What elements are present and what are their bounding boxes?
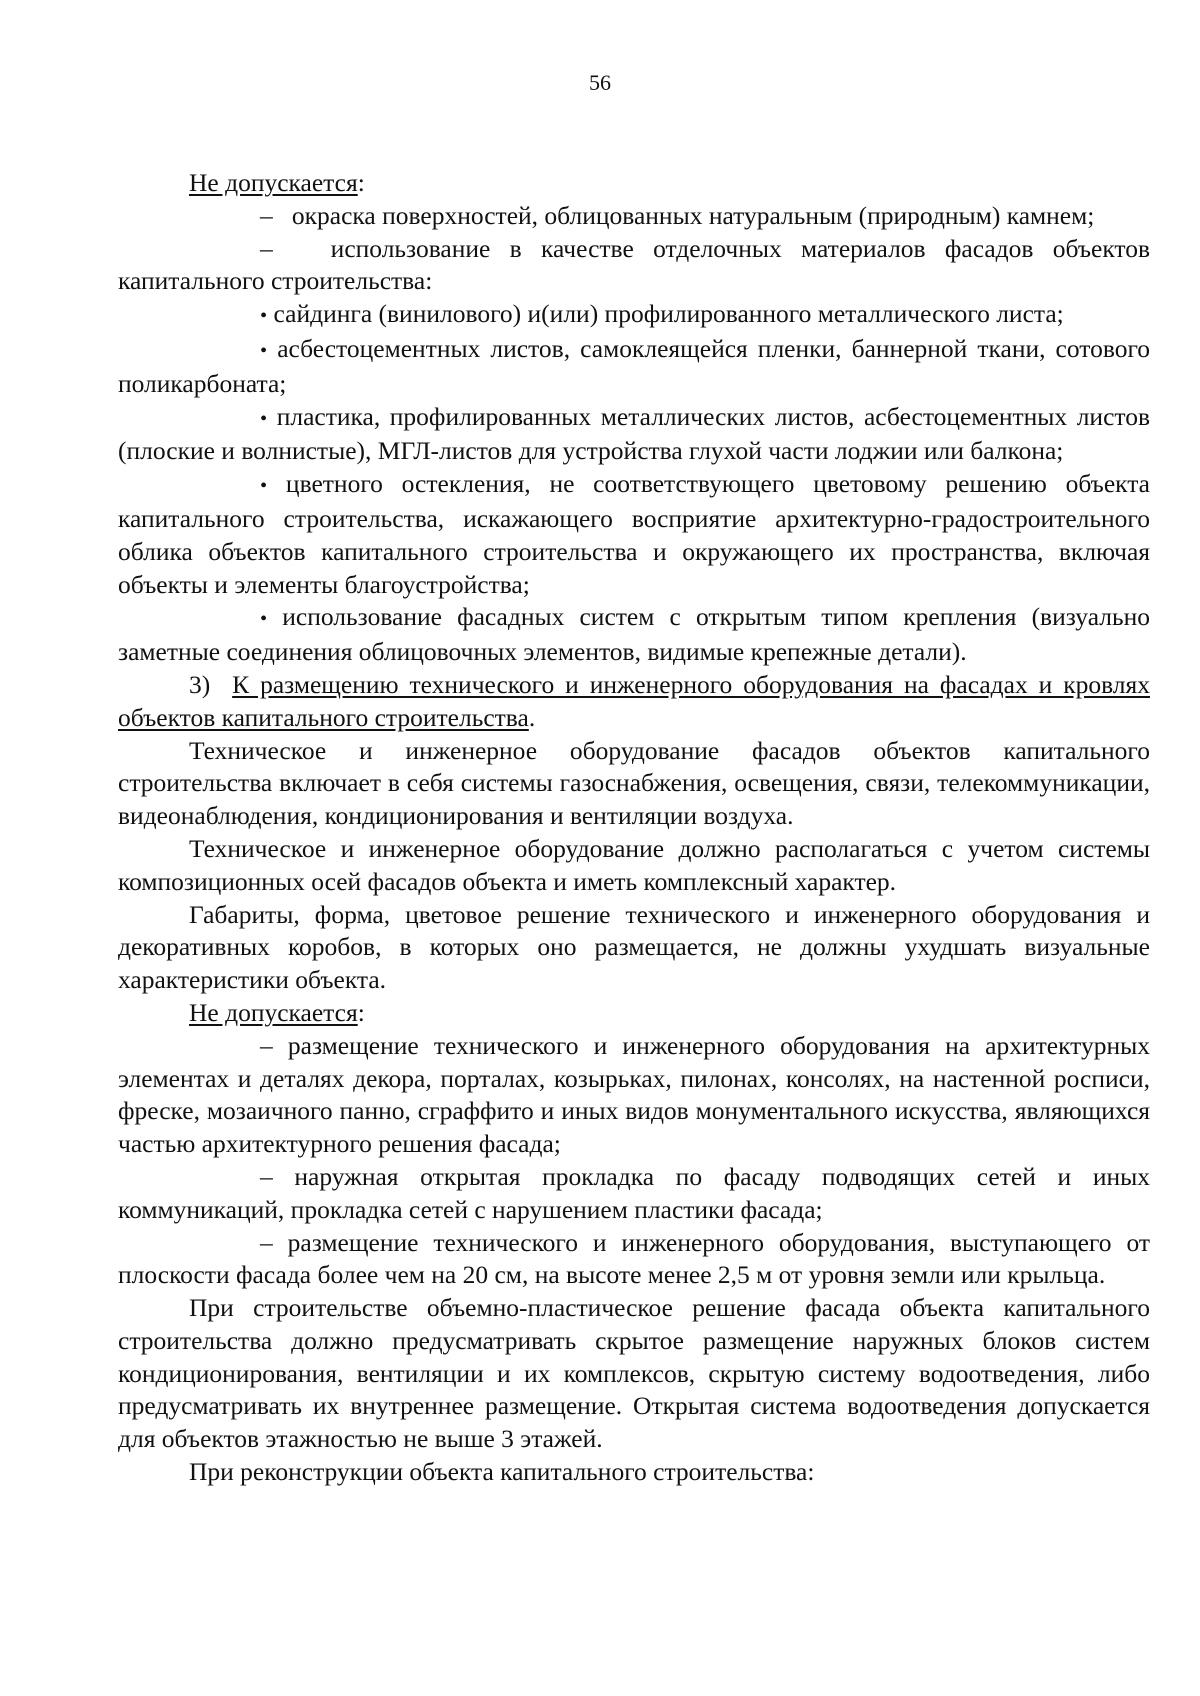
list-item-text: размещение технического и инженерного оборудования на архитектурных элементах и деталях декора, порталах, козырьках, пилонах, консолях, на настенной росписи, фреске, мозаичного панно, сграффито и иных видов монументального искусства, являющихся частью архитектурного решения фасада; [118,1030,1150,1159]
list-item-dash [118,1161,1150,1227]
list-item-text: пластика, профилированных металлических листов, асбестоцементных листов (плоские и волнистые), МГЛ-листов для устройства глухой части лоджии или балкона; [118,401,1150,466]
section-number: 3) [189,669,211,699]
dash-marker: – [260,200,273,230]
list-item-dash [118,233,1150,299]
list-item-text: наружная открытая прокладка по фасаду подводящих сетей и иных коммуникаций, прокладка сетей с нарушением пластики фасада; [118,1161,1150,1224]
dash-marker: – [260,1030,273,1060]
heading-colon: : [357,997,365,1027]
list-item-bullet [118,333,1150,401]
list-item-bullet [118,601,1150,669]
list-item-bullet [118,298,1150,333]
section-title: К размещению технического и инженерного оборудования на фасадах и кровлях объектов капитального строительства [118,669,1150,732]
paragraph-not-allowed-heading [118,997,1150,1030]
list-item-dash [118,200,1150,233]
list-item-text: асбестоцементных листов, самоклеящейся пленки, баннерной ткани, сотового поликарбоната; [118,333,1151,398]
list-item-text: размещение технического и инженерного оборудования, выступающего от плоскости фасада более чем на 20 см, на высоте менее 2,5 м от уровня земли или крыльца. [118,1227,1151,1290]
dash-marker: – [260,1227,273,1257]
list-item-bullet [118,401,1150,469]
document-body [118,167,1150,1489]
paragraph: При строительстве объемно-пластическое решение фасада объекта капитального строительства должно предусматривать скрытое размещение наружных блоков систем кондиционирования, вентиляции и их комплексов, скрытую систему водоотведения, либо предусматривать их внутреннее размещение. Открытая система водоотведения допускается для объектов этажностью не выше 3 этажей. [118,1293,1150,1454]
list-item-text: использование фасадных систем с открытым типом крепления (визуально заметные соединения облицовочных элементов, видимые крепежные детали). [118,602,1150,667]
heading-colon: : [357,168,365,197]
paragraph-not-allowed-heading [118,167,1150,200]
section-heading-3 [118,669,1150,735]
list-item-text: использование в качестве отделочных материалов фасадов объектов капитального строительства: [118,233,1150,296]
bullet-icon: • [260,407,268,430]
dash-marker: – [260,1161,273,1191]
section-title-period: . [528,702,536,732]
list-item-bullet [118,468,1150,601]
paragraph: Техническое и инженерное оборудование фасадов объектов капитального строительства включает в себя системы газоснабжения, освещения, связи, телекоммуникации, видеонаблюдения, кондиционирования и вентиляции воздуха. [118,735,1150,831]
bullet-icon: • [260,339,268,362]
paragraph: Габариты, форма, цветовое решение технического и инженерного оборудования и декоративных коробов, в которых оно размещается, не должны ухудшать визуальные характеристики объекта. [118,899,1150,995]
bullet-icon: • [260,475,268,498]
underlined-heading: Не допускается [189,997,358,1027]
paragraph: Техническое и инженерное оборудование должно располагаться с учетом системы композиционных осей фасадов объекта и иметь комплексный характер. [118,833,1150,896]
underlined-heading: Не допускается [189,168,358,197]
paragraph: При реконструкции объекта капитального строительства: [189,1457,815,1487]
bullet-icon: • [260,305,268,328]
list-item-dash [118,1227,1150,1293]
dash-marker: – [260,233,273,263]
list-item-text: цветного остекления, не соответствующего цветовому решению объекта капитального строительства, искажающего восприятие архитектурно-градостроительного облика объектов капитального строительства и окружающего их пространства, включая объекты и элементы благоустройства; [118,469,1150,599]
page-number: 56 [589,70,611,95]
list-item-text: окраска поверхностей, облицованных натуральным (природным) камнем; [291,200,1095,230]
list-item-dash [118,1030,1150,1161]
list-item-text: сайдинга (винилового) и(или) профилированного металлического листа; [273,299,1064,329]
bullet-icon: • [260,608,268,631]
